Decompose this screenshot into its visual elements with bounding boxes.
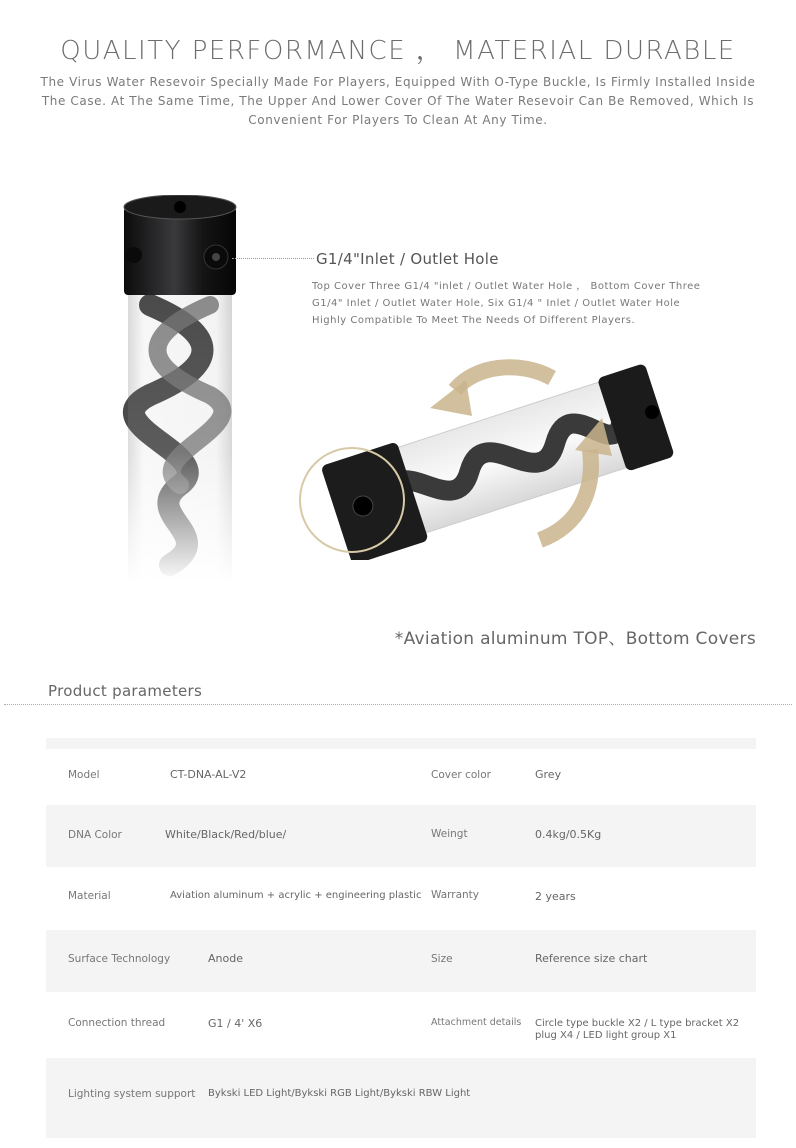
callout-leader <box>232 258 314 259</box>
param-value: 2 years <box>535 890 576 903</box>
table-row <box>46 749 756 805</box>
table-header-strip <box>46 738 756 749</box>
callout-title: G1/4"Inlet / Outlet Hole <box>316 250 499 268</box>
param-label: Warranty <box>431 889 480 901</box>
param-value: Anode <box>208 952 243 965</box>
param-value: Reference size chart <box>535 952 648 965</box>
param-value: CT-DNA-AL-V2 <box>170 768 247 781</box>
param-value: G1 / 4' X6 <box>208 1017 263 1030</box>
param-label: Surface Technology <box>68 953 171 965</box>
param-label: Connection thread <box>68 1017 166 1029</box>
param-label: Material <box>68 890 111 902</box>
table-row <box>46 867 756 930</box>
param-value: Circle type buckle X2 / L type bracket X2 plug X4 / LED light group X1 <box>535 1018 740 1041</box>
param-label: Cover color <box>431 769 491 781</box>
param-label: Attachment details <box>431 1017 522 1028</box>
table-row <box>46 992 756 1058</box>
table-row <box>46 930 756 992</box>
section-title: Product parameters <box>48 682 203 700</box>
table-row <box>46 805 756 867</box>
param-value: 0.4kg/0.5Kg <box>535 828 602 841</box>
param-label: Size <box>431 953 453 965</box>
param-label: Lighting system support <box>68 1088 196 1100</box>
material-caption: *Aviation aluminum TOP、Bottom Covers <box>394 629 756 649</box>
param-label: Weingt <box>431 828 468 840</box>
product-images <box>0 150 796 650</box>
headline: QUALITY PERFORMANCE ， MATERIAL DURABLE <box>60 36 736 66</box>
param-label: DNA Color <box>68 829 122 841</box>
param-label: Model <box>68 769 100 781</box>
table-row <box>46 1058 756 1138</box>
callout-description: Top Cover Three G1/4 "inlet / Outlet Water Hole ， Bottom Cover Three G1/4" Inlet / Outlet Water Hole, Six G1/4 " Inlet / Outlet Water Hole Highly Compatible To Meet The Needs Of Different Players. <box>312 281 701 326</box>
section-divider <box>4 704 792 705</box>
vertical-reservoir-image <box>110 195 250 585</box>
param-value: White/Black/Red/blue/ <box>165 828 287 841</box>
intro-paragraph: The Virus Water Resevoir Specially Made For Players, Equipped With O-Type Buckle, Is Firmly Installed Inside The Case. At The Same Time, The Upper And Lower Cover Of The Water Resevoir Can Be Removed, Which Is Convenient For Players To Clean At Any Time. <box>40 75 756 127</box>
horizontal-reservoir-image <box>290 350 690 560</box>
param-value: Grey <box>535 768 562 781</box>
param-value: Aviation aluminum + acrylic + engineering plastic <box>170 890 422 901</box>
param-value: Bykski LED Light/Bykski RGB Light/Bykski RBW Light <box>208 1088 471 1099</box>
